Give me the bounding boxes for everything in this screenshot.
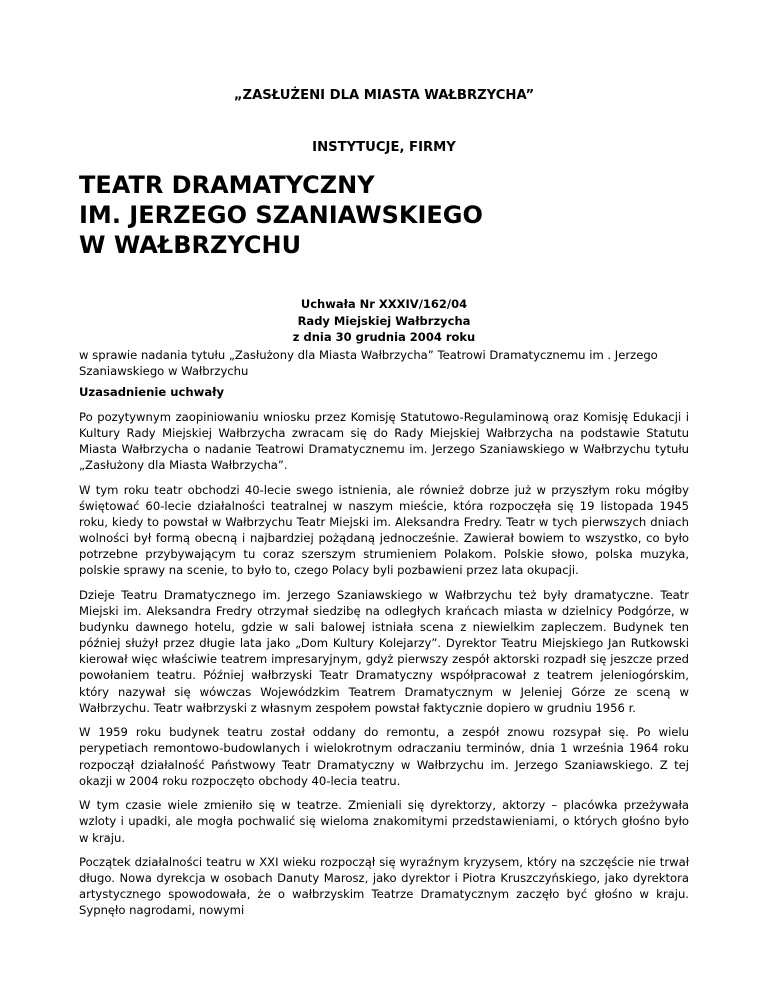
category-heading: INSTYTUCJE, FIRMY — [312, 140, 456, 155]
resolution-block — [0, 296, 768, 346]
resolution-number: Uchwała Nr XXXIV/162/04 — [300, 297, 468, 311]
paragraph: W 1959 roku budynek teatru został oddany do remontu, a zespół znowu rozsypał się. Po wielu perypetiach remontowo-budowlanych i wielokrotnym odraczaniu terminów, dnia 1 września 1964 roku rozpoczął działalność Państwowy Teatr Dramatyczny w Wałbrzychu im. Jerzego Szaniawskiego. Z tej okazji w 2004 roku rozpoczęto obchody 40-lecia teatru. — [79, 725, 689, 788]
paragraph: Początek działalności teatru w XXI wieku rozpoczął się wyraźnym kryzysem, który na szczęście nie trwał długo. Nowa dyrekcja w osobach Danuty Marosz, jako dyrektor i Piotra Kruszczyńskiego, jako dyrektora artystycznego spowodowała, że o wałbrzyskim Teatrze Dramatycznym zaczęło być głośno w kraju. Sypnęło nagrodami, nowymi — [79, 855, 689, 918]
resolution-subject: w sprawie nadania tytułu „Zasłużony dla Miasta Wałbrzycha” Teatrowi Dramatycznemu im . Jerzego Szaniawskiego w Wałbrzychu — [79, 348, 658, 379]
paragraph: Po pozytywnym zaopiniowaniu wniosku przez Komisję Statutowo-Regulaminową oraz Komisję Edukacji i Kultury Rady Miejskiej Wałbrzycha zwracam się do Rady Miejskiej Wałbrzycha na podstawie Statutu Miasta Wałbrzycha o nadanie Teatrowi Dramatycznemu im. Jerzego Szaniawskiego w Wałbrzychu tytułu „Zasłużony dla Miasta Wałbrzycha”. — [79, 409, 689, 473]
paragraph: W tym roku teatr obchodzi 40-lecie swego istnienia, ale również dobrze już w przyszłym roku mógłby świętować 60-lecie działalności teatralnej w naszym mieście, która rozpoczęła się 19 listopada 1945 roku, kiedy to powstał w Wałbrzychu Teatr Miejski im. Aleksandra Fredry. Teatr w tych pierwszych dniach wolności był formą obecną i najbardziej pożądaną jednocześnie. Zawierał bowiem to wszystko, co było potrzebne przybywającym tu coraz szerszym strumieniem Polakom. Polskie słowo, polska muzyka, polskie sprawy na scenie, to było to, czego Polacy byli pozbawieni przez lata okupacji. — [79, 482, 689, 578]
resolution-council: Rady Miejskiej Wałbrzycha — [297, 313, 471, 328]
document-title — [79, 170, 483, 260]
document-body — [79, 347, 689, 927]
paragraph: Dzieje Teatru Dramatycznego im. Jerzego Szaniawskiego w Wałbrzychu też były dramatyczne. Teatr Miejski im. Aleksandra Fredry otrzymał siedzibę na odległych krańcach miasta w dzielnicy Podgórze, w budynku dawnego hotelu, gdzie w sali balowej istniała scena z niewielkim zapleczem. Budynek ten później służył przez długie lata jako „Dom Kultury Kolejarzy”. Dyrektor Teatru Miejskiego Jan Rutkowski kierował więc właściwie teatrem impresaryjnym, gdyż pierwszy zespół aktorski rozpadł się jeszcze przed powołaniem teatru. Później wałbrzyski Teatr Dramatyczny współpracował z teatrem jeleniogórskim, który nazywał się wówczas Wojewódzkim Teatrem Dramatycznym w Jeleniej Górze ze sceną w Wałbrzychu. Teatr wałbrzyski z własnym zespołem powstał faktycznie dopiero w grudniu 1956 r. — [79, 588, 689, 715]
paragraph: W tym czasie wiele zmieniło się w teatrze. Zmieniali się dyrektorzy, aktorzy – placówka przeżywała wzloty i upadki, ale mogła pochwalić się wieloma znakomitymi przedstawieniami, o których głośno było w kraju. — [79, 798, 689, 845]
title-line: IM. JERZEGO SZANIAWSKIEGO — [79, 201, 483, 229]
section-heading: Uzasadnienie uchwały — [79, 385, 225, 400]
title-line: TEATR DRAMATYCZNY — [79, 171, 375, 199]
title-line: W WAŁBRZYCHU — [79, 231, 302, 259]
resolution-date: z dnia 30 grudnia 2004 roku — [292, 330, 476, 344]
series-heading: „ZASŁUŻENI DLA MIASTA WAŁBRZYCHA” — [233, 88, 535, 103]
